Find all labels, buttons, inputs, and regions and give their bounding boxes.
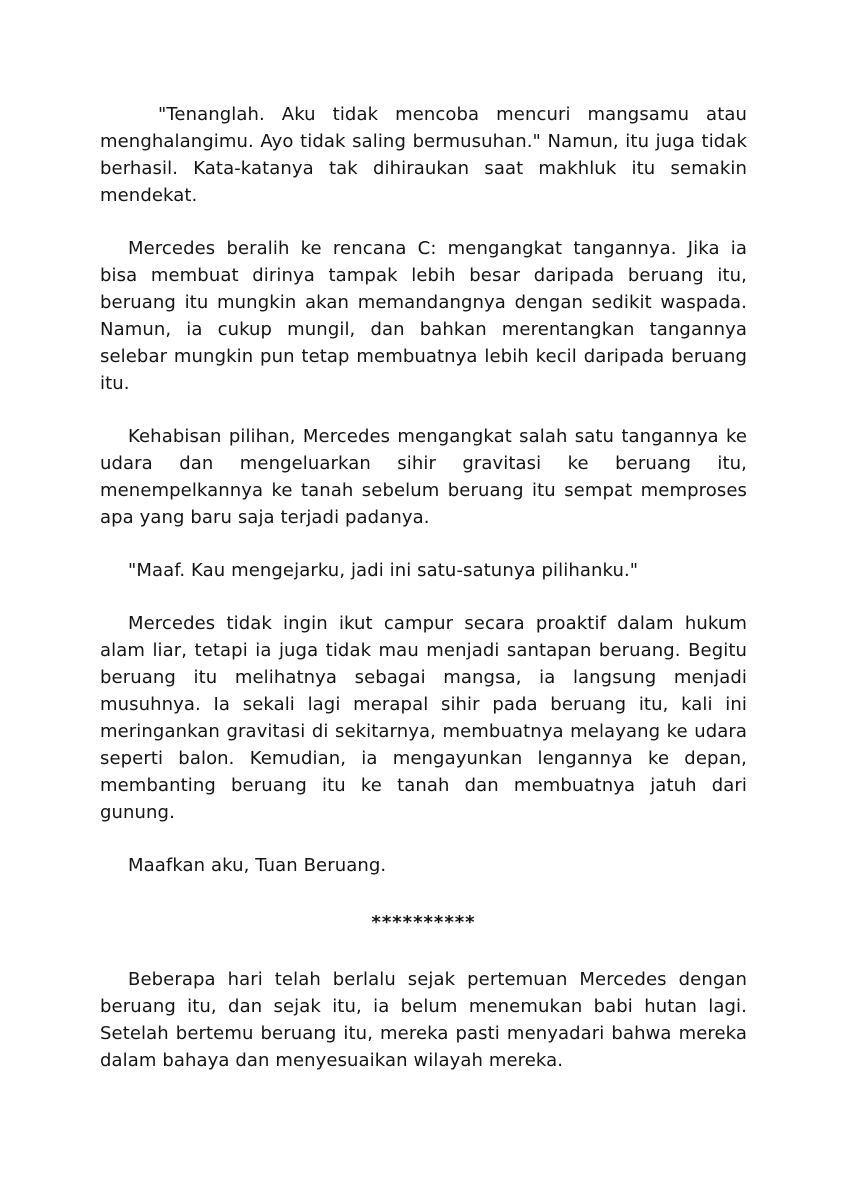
paragraph-beberapa-hari: Beberapa hari telah berlalu sejak pertemuan Mercedes dengan beruang itu, dan sejak itu, ia belum menemukan babi hutan lagi. Setelah bertemu beruang itu, mereka pasti menyadari bahwa mereka dalam bahaya dan menyesuaikan wilayah mereka.	[100, 969, 747, 1071]
paragraph-hukum-alam-liar: Mercedes tidak ingin ikut campur secara proaktif dalam hukum alam liar, tetapi ia juga tidak mau menjadi santapan beruang. Begitu beruang itu melihatnya sebagai mangsa, ia langsung menjadi musuhnya. Ia sekali lagi merapal sihir pada beruang itu, kali ini meringankan gravitasi di sekitarnya, membuatnya melayang ke udara seperti balon. Kemudian, ia mengayunkan lengannya ke depan, membanting beruang itu ke tanah dan membuatnya jatuh dari gunung.	[100, 613, 747, 823]
paragraph-dialogue-maaf: "Maaf. Kau mengejarku, jadi ini satu-satunya pilihanku."	[128, 560, 639, 581]
section-divider-asterisks: **********	[371, 912, 476, 933]
paragraph-maafkan-aku: Maafkan aku, Tuan Beruang.	[128, 855, 387, 876]
paragraph-kehabisan-pilihan: Kehabisan pilihan, Mercedes mengangkat salah satu tangannya ke udara dan mengeluarkan sihir gravitasi ke beruang itu, menempelkannya ke tanah sebelum beruang itu sempat memproses apa yang baru saja terjadi padanya.	[100, 426, 747, 528]
paragraph-dialogue-tenanglah: "Tenanglah. Aku tidak mencoba mencuri mangsamu atau menghalangimu. Ayo tidak saling bermusuhan." Namun, itu juga tidak berhasil. Kata-katanya tak dihiraukan saat makhluk itu semakin mendekat.	[100, 104, 747, 206]
paragraph-rencana-c: Mercedes beralih ke rencana C: mengangkat tangannya. Jika ia bisa membuat dirinya tampak lebih besar daripada beruang itu, beruang itu mungkin akan memandangnya dengan sedikit waspada. Namun, ia cukup mungil, dan bahkan merentangkan tangannya selebar mungkin pun tetap membuatnya lebih kecil daripada beruang itu.	[100, 238, 747, 394]
